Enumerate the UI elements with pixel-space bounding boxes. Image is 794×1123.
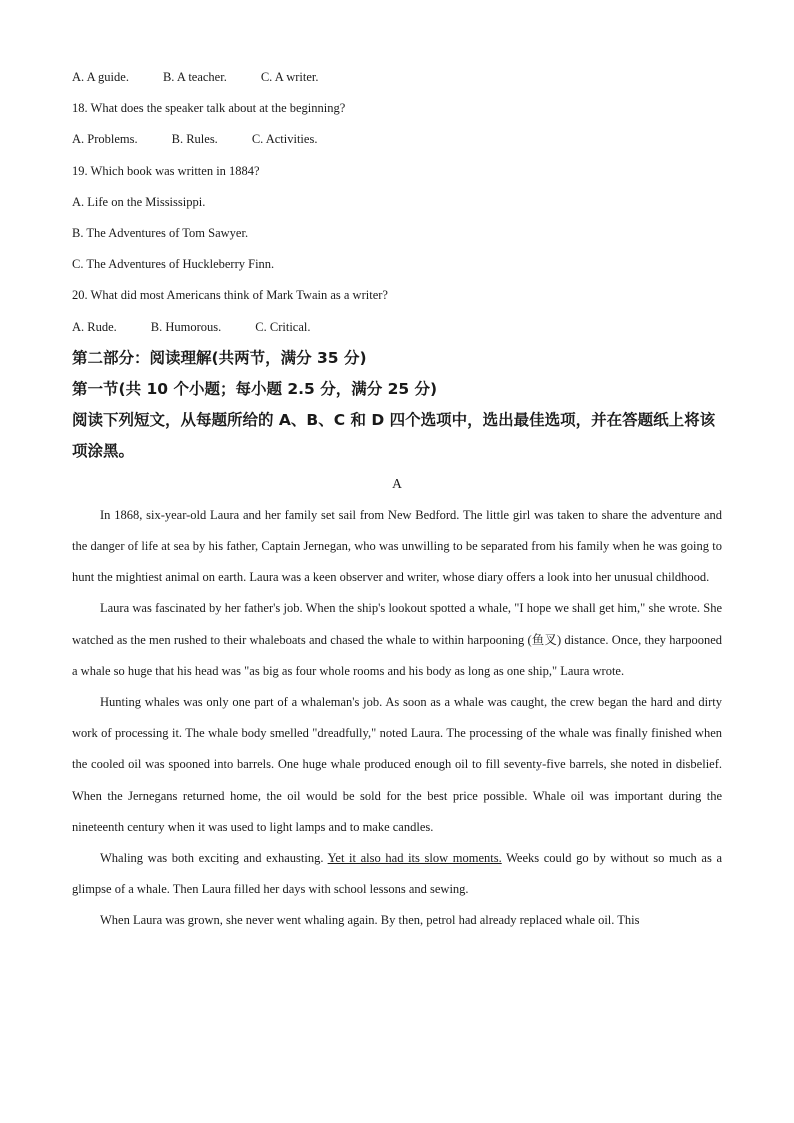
exam-page (72, 62, 722, 937)
paragraph-4-end: Weeks could go by without so much as a glimpse of a whale. Then Laura filled her days with school lessons and sewing. (72, 851, 722, 897)
part2-title: 第二部分：阅读理解(共两节，满分 35 分) (72, 348, 367, 367)
reading-instruction: 阅读下列短文，从每题所给的 A、B、C 和 D 四个选项中，选出最佳选项，并在答题纸上将该项涂黑。 (72, 410, 716, 460)
q20-option-a[interactable]: A. Rude. (72, 319, 117, 334)
q17-option-a[interactable]: A. A guide. (72, 70, 129, 84)
q18-options (72, 124, 722, 155)
passage-paragraph-5: When Laura was grown, she never went whaling again. By then, petrol had already replaced whale oil. This (100, 913, 640, 928)
q18-option-a[interactable]: A. Problems. (72, 132, 138, 147)
q19-option-b[interactable]: B. The Adventures of Tom Sawyer. (72, 226, 249, 241)
q18-option-c[interactable]: C. Activities. (251, 132, 318, 147)
q19-stem: 19. Which book was written in 1884? (72, 163, 260, 178)
q19-option-a[interactable]: A. Life on the Mississippi. (72, 194, 206, 209)
passage-paragraph-1: In 1868, six-year-old Laura and her family set sail from New Bedford. The little girl was taken to share the adventure and the danger of life at sea by his father, Captain Jernegan, who was unwilling to be separated from his family when he was going to hunt the mightiest animal on earth. Laura was a keen observer and writer, whose diary offers a look into her unusual childhood. (72, 507, 722, 585)
passage-label: A (392, 475, 402, 491)
q18-stem: 18. What does the speaker talk about at the beginning? (72, 101, 346, 116)
q20-option-b[interactable]: B. Humorous. (150, 319, 222, 334)
q19-option-c[interactable]: C. The Adventures of Huckleberry Finn. (72, 257, 275, 272)
underlined-sentence: Yet it also had its slow moments. (327, 851, 502, 866)
paragraph-4-start: Whaling was both exciting and exhausting. (100, 851, 328, 866)
passage-paragraph-4 (72, 843, 722, 905)
q17-options (72, 62, 722, 93)
q20-options (72, 312, 722, 343)
q20-option-c[interactable]: C. Critical. (255, 319, 311, 334)
passage-paragraph-3: Hunting whales was only one part of a whaleman's job. As soon as a whale was caught, the crew began the hard and dirty work of processing it. The whale body smelled "dreadfully," noted Laura. The processing of the whale was finally finished when the cooled oil was spooned into barrels. One huge whale produced enough oil to fill seventy-five barrels, she noted in disbelief. When the Jernegans returned home, the oil would be sold for the best price possible. Whale oil was important during the nineteenth century when it was used to light lamps and to make candles. (72, 695, 722, 834)
q18-option-b[interactable]: B. Rules. (171, 132, 218, 147)
q17-option-b[interactable]: B. A teacher. (162, 70, 227, 84)
q17-option-c[interactable]: C. A writer. (260, 70, 319, 84)
section1-title: 第一节(共 10 个小题；每小题 2.5 分，满分 25 分) (72, 379, 438, 398)
passage-paragraph-2: Laura was fascinated by her father's job. When the ship's lookout spotted a whale, "I hope we shall get him," she wrote. She watched as the men rushed to their whaleboats and chased the whale to within harpooning (鱼叉) distance. Once, they harpooned a whale so huge that his head was "as big as four whole rooms and his body as long as one ship," Laura wrote. (72, 601, 722, 678)
q20-stem: 20. What did most Americans think of Mark Twain as a writer? (72, 288, 388, 303)
